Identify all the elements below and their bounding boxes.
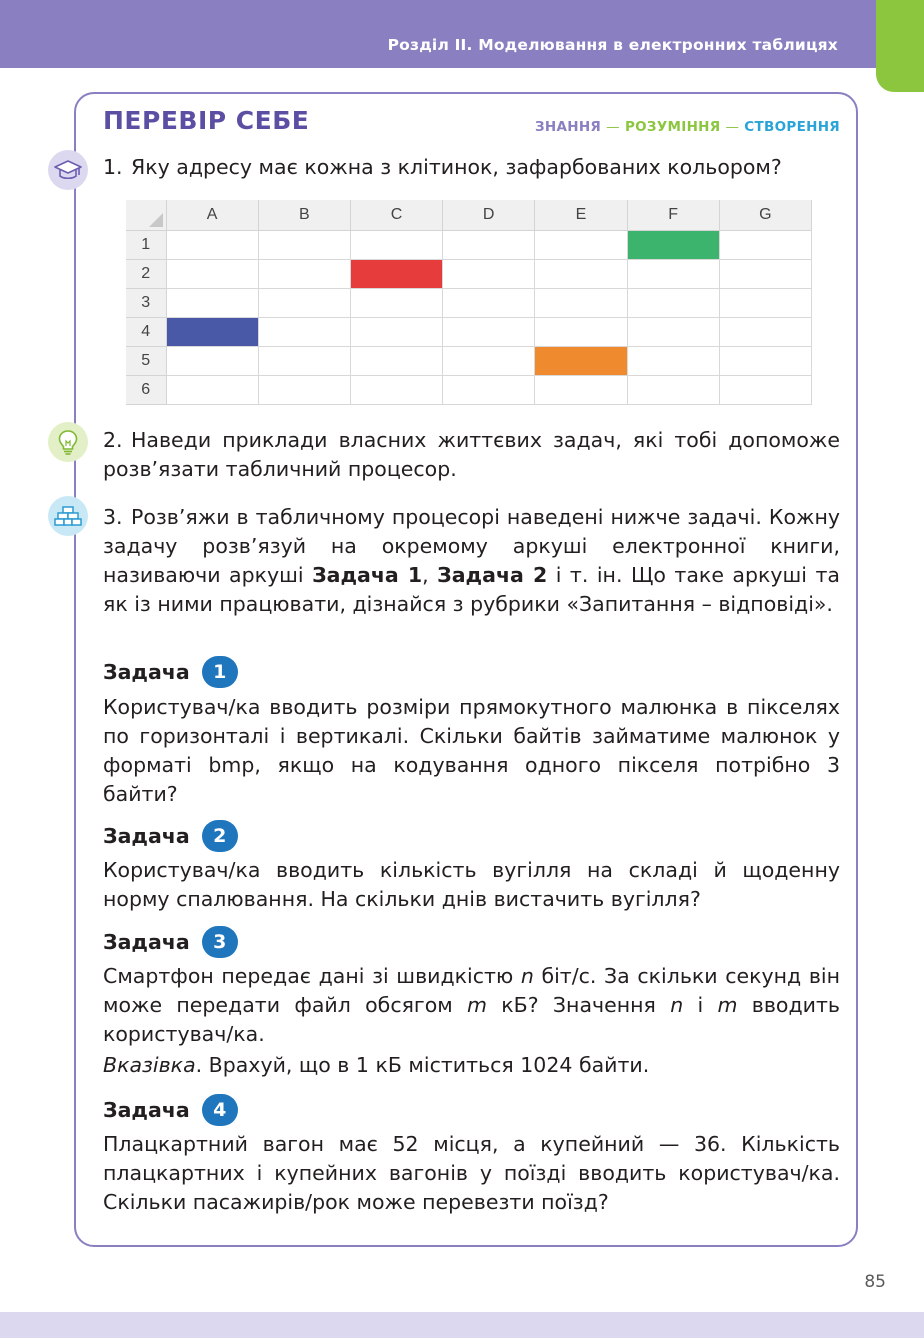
cell-C4	[350, 317, 442, 346]
section-title: ПЕРЕВІР СЕБЕ	[103, 106, 310, 135]
row-header: 5	[126, 346, 166, 375]
row-header: 2	[126, 259, 166, 288]
task-text-part: вводить користувач/ка.	[103, 993, 840, 1046]
task-label: Задача	[103, 824, 190, 848]
blocks-icon	[48, 496, 88, 536]
task-label: Задача	[103, 930, 190, 954]
cell-G2	[719, 259, 811, 288]
cell-F2	[627, 259, 719, 288]
task-2-text: Користувач/ка вводить кількість вугілля на складі й щоденну норму спалювання. На скільки днів вистачить вугілля?	[103, 858, 840, 911]
cell-B6	[258, 375, 350, 404]
question-2	[103, 426, 840, 484]
row-header: 4	[126, 317, 166, 346]
column-header: C	[350, 200, 442, 230]
cell-D3	[443, 288, 535, 317]
cell-F1	[627, 230, 719, 259]
cell-D1	[443, 230, 535, 259]
cell-D6	[443, 375, 535, 404]
task-2-heading	[103, 820, 238, 852]
variable-n: n	[670, 993, 684, 1017]
task-number-badge: 2	[202, 820, 238, 852]
cell-C2	[350, 259, 442, 288]
footer-band	[0, 1312, 924, 1338]
sheet-name-1: Задача 1	[312, 563, 423, 587]
cell-E6	[535, 375, 627, 404]
task-text-part: Смартфон передає дані зі швидкістю	[103, 964, 521, 988]
cell-A1	[166, 230, 258, 259]
cell-F4	[627, 317, 719, 346]
level-knowledge: ЗНАННЯ	[535, 119, 602, 135]
cell-E3	[535, 288, 627, 317]
level-separator: —	[606, 119, 620, 135]
difficulty-levels	[535, 119, 840, 135]
chapter-tab	[876, 0, 924, 92]
task-number-badge: 1	[202, 656, 238, 688]
question-1	[103, 153, 840, 182]
chapter-title: Розділ ІІ. Моделювання в електронних таблицях	[387, 36, 838, 54]
cell-B5	[258, 346, 350, 375]
question-number: 1.	[103, 155, 123, 179]
task-4-text: Плацкартний вагон має 52 місця, а купейний — 36. Кількість плацкартних і купейних вагонів у поїзді вводить користувач/ка. Скільки пасажирів/рок може перевезти поїзд?	[103, 1132, 840, 1214]
column-header: E	[535, 200, 627, 230]
cell-C3	[350, 288, 442, 317]
column-header: F	[627, 200, 719, 230]
question-number: 3.	[103, 505, 123, 529]
cell-B2	[258, 259, 350, 288]
cell-B3	[258, 288, 350, 317]
cell-E2	[535, 259, 627, 288]
variable-m: m	[717, 993, 738, 1017]
column-header: B	[258, 200, 350, 230]
task-label: Задача	[103, 1098, 190, 1122]
cell-D2	[443, 259, 535, 288]
task-text-part: і	[683, 993, 718, 1017]
lightbulb-icon	[48, 422, 88, 462]
cell-G1	[719, 230, 811, 259]
task-number-badge: 4	[202, 1094, 238, 1126]
graduation-cap-icon	[48, 150, 88, 190]
task-3-heading	[103, 926, 238, 958]
cell-C1	[350, 230, 442, 259]
cell-E5	[535, 346, 627, 375]
task-1-text: Користувач/ка вводить розміри прямокутного малюнка в пікселях по горизонталі і вертикалі. Скільки байтів займатиме малюнок у форматі bmp, якщо на кодування одного пікселя потрібно 3 байти?	[103, 695, 840, 806]
cell-B1	[258, 230, 350, 259]
spreadsheet-grid	[126, 200, 812, 405]
cell-G4	[719, 317, 811, 346]
cell-G6	[719, 375, 811, 404]
task-3-text	[103, 962, 840, 1049]
page-number: 85	[864, 1272, 886, 1292]
task-4-heading	[103, 1094, 238, 1126]
cell-D4	[443, 317, 535, 346]
hint-label: Вказівка	[103, 1053, 196, 1077]
cell-F3	[627, 288, 719, 317]
cell-A6	[166, 375, 258, 404]
question-text: Розв’яжи в табличному процесорі наведені нижче задачі. Кожну задачу розв’язуй на окремому аркуші електронної книги, називаючи аркуші	[103, 505, 840, 587]
question-text-continued: і т. ін. Що таке аркуші та як із ними працювати, дізнайся з рубрики «Запитання – відповіді».	[103, 563, 840, 616]
task-3-hint	[103, 1051, 840, 1080]
level-creation: СТВОРЕННЯ	[744, 119, 840, 135]
cell-A4	[166, 317, 258, 346]
column-header: D	[443, 200, 535, 230]
row-header: 1	[126, 230, 166, 259]
column-header: A	[166, 200, 258, 230]
level-separator: —	[725, 119, 740, 135]
cell-E1	[535, 230, 627, 259]
cell-D5	[443, 346, 535, 375]
question-text: Яку адресу має кожна з клітинок, зафарбованих кольором?	[131, 155, 782, 179]
row-header: 3	[126, 288, 166, 317]
task-text-part: кБ? Значення	[486, 993, 671, 1017]
cell-C6	[350, 375, 442, 404]
cell-F6	[627, 375, 719, 404]
cell-B4	[258, 317, 350, 346]
variable-n: n	[520, 964, 534, 988]
cell-A2	[166, 259, 258, 288]
cell-G5	[719, 346, 811, 375]
question-text: Наведи приклади власних життєвих задач, які тобі допоможе розв’язати табличний процесор.	[103, 428, 840, 481]
question-number: 2.	[103, 428, 123, 452]
level-understanding: РОЗУМІННЯ	[624, 119, 721, 135]
task-1-heading	[103, 656, 238, 688]
column-header: G	[719, 200, 811, 230]
cell-A5	[166, 346, 258, 375]
separator-text: ,	[422, 563, 438, 587]
row-header: 6	[126, 375, 166, 404]
cell-F5	[627, 346, 719, 375]
cell-G3	[719, 288, 811, 317]
cell-E4	[535, 317, 627, 346]
header-band	[0, 0, 924, 68]
task-text-part: біт/с. За скільки секунд він може передати файл обсягом	[103, 964, 841, 1017]
variable-m: m	[467, 993, 487, 1017]
task-label: Задача	[103, 660, 190, 684]
task-number-badge: 3	[202, 926, 238, 958]
sheet-name-2: Задача 2	[437, 563, 548, 587]
hint-text: . Врахуй, що в 1 кБ міститься 1024 байти.	[195, 1053, 650, 1077]
select-all-corner	[126, 200, 166, 230]
cell-A3	[166, 288, 258, 317]
question-3	[103, 503, 840, 619]
cell-C5	[350, 346, 442, 375]
